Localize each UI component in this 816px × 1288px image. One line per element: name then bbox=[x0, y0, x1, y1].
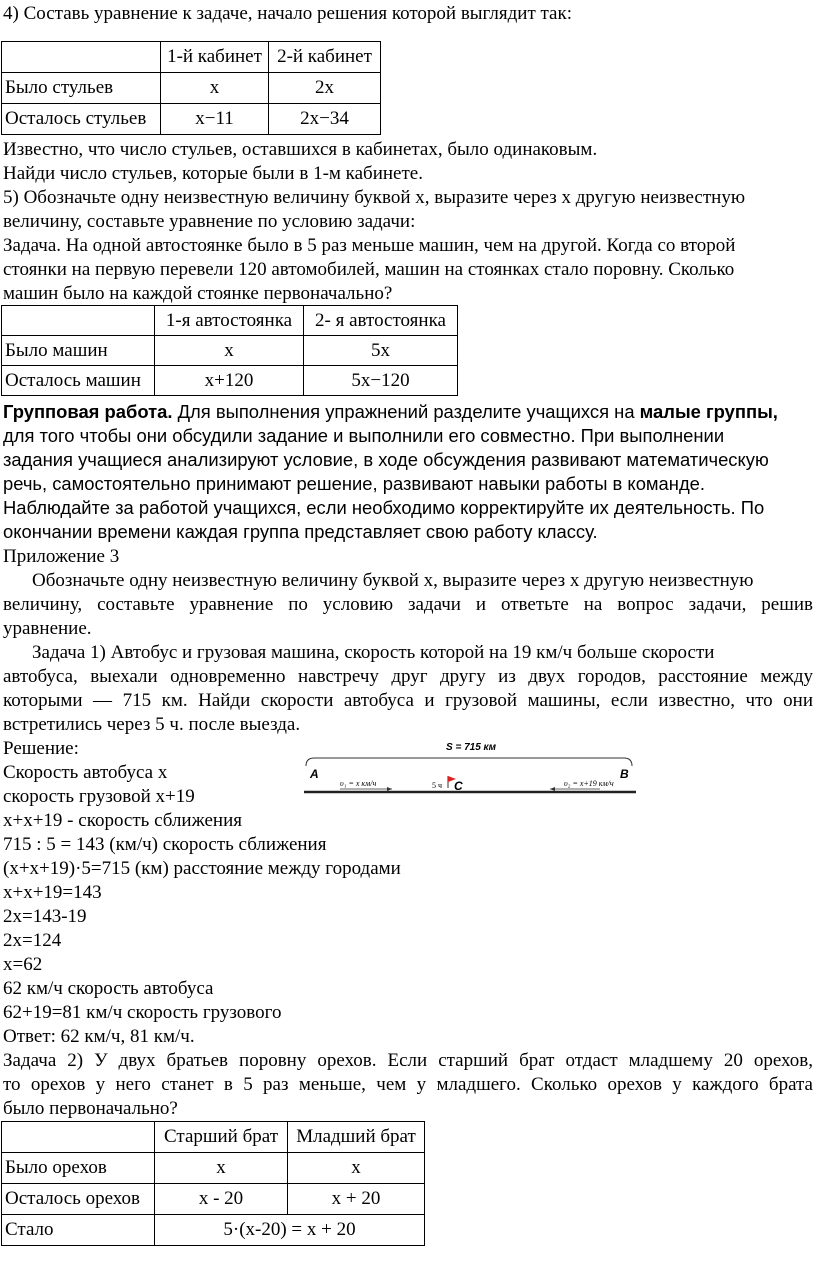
problem2-line: Задача 2) У двух братьев поровну орехов. Если старший брат отдаст младшему 20 орехов, bbox=[3, 1050, 813, 1071]
point-b-label: B bbox=[620, 767, 629, 781]
task5-problem-line: машин было на каждой стоянке первоначально? bbox=[3, 283, 393, 304]
table-header-cell: 2-й кабинет bbox=[269, 42, 381, 73]
table-cell: x + 20 bbox=[288, 1184, 425, 1215]
table-row bbox=[2, 73, 381, 104]
table-row bbox=[2, 1153, 425, 1184]
table-cell: x bbox=[161, 73, 269, 104]
table-header-row bbox=[2, 306, 458, 336]
time-label: 5 ч bbox=[432, 781, 443, 790]
group-work-line: для того чтобы они обсудили задание и выполнили его совместно. При выполнении bbox=[3, 425, 725, 446]
task5-problem-line: стоянки на первую перевели 120 автомобилей, машин на стоянках стало поровну. Сколько bbox=[3, 259, 735, 280]
solution-line: Решение: bbox=[3, 738, 79, 759]
equation-cell: 5·(x-20) = x + 20 bbox=[155, 1215, 425, 1246]
task5-line: величину, составьте уравнение по условию задачи: bbox=[3, 211, 416, 232]
appendix-paragraph: величину, составьте уравнение по условию задачи и ответьте на вопрос задачи, решив bbox=[3, 594, 813, 615]
table-cell: x bbox=[155, 1153, 288, 1184]
group-work-line: задания учащиеся анализируют условие, в ходе обсуждения развивают математическую bbox=[3, 449, 769, 470]
problem1-line: автобуса, выехали одновременно навстречу друг другу из двух городов, расстояние между bbox=[3, 666, 813, 687]
table-row-label: Осталось стульев bbox=[2, 104, 161, 135]
v2-label: υ₂ = x+19 км/ч bbox=[564, 779, 614, 788]
problem2-line: было первоначально? bbox=[3, 1098, 178, 1119]
table-header-cell: 1-я автостоянка bbox=[155, 306, 304, 336]
solution-line: Скорость автобуса x bbox=[3, 762, 168, 783]
table-cell: x+120 bbox=[155, 366, 304, 396]
solution-line: 62+19=81 км/ч скорость грузового bbox=[3, 1002, 282, 1023]
table-row-label: Было машин bbox=[2, 336, 155, 366]
distance-brace bbox=[306, 758, 632, 766]
v1-label: υ₁ = x км/ч bbox=[340, 779, 377, 788]
motion-diagram bbox=[296, 738, 642, 800]
appendix-paragraph: уравнение. bbox=[3, 618, 92, 639]
table-cell: x−11 bbox=[161, 104, 269, 135]
table-row bbox=[2, 1184, 425, 1215]
solution-line: 2x=143-19 bbox=[3, 906, 87, 927]
solution-line: x+x+19 - скорость сближения bbox=[3, 810, 242, 831]
group-work-text: Для выполнения упражнений разделите учащихся на bbox=[172, 401, 640, 422]
solution-line: (x+x+19)·5=715 (км) расстояние между городами bbox=[3, 858, 401, 879]
table-row bbox=[2, 1215, 425, 1246]
table-row-label: Было стульев bbox=[2, 73, 161, 104]
table-cell: x bbox=[288, 1153, 425, 1184]
solution-line: x+x+19=143 bbox=[3, 882, 102, 903]
problem1-line: которыми — 715 км. Найди скорости автобуса и грузовой машины, если известно, что они bbox=[3, 690, 813, 711]
task4-question: Найди число стульев, которые были в 1-м кабинете. bbox=[3, 163, 423, 184]
task5-table bbox=[1, 305, 458, 396]
group-work-title: Групповая работа. bbox=[3, 401, 173, 422]
table-cell: x bbox=[155, 336, 304, 366]
problem1-line: Задача 1) Автобус и грузовая машина, скорость которой на 19 км/ч больше скорости bbox=[32, 642, 715, 663]
table-cell: x - 20 bbox=[155, 1184, 288, 1215]
table-header-cell: Старший брат bbox=[155, 1122, 288, 1153]
group-work-line: речь, самостоятельно принимают решение, развивают навыки работы в команде. bbox=[3, 473, 706, 494]
arrow-left-icon bbox=[550, 787, 555, 791]
problem1-line: встретились через 5 ч. после выезда. bbox=[3, 714, 301, 735]
task5-problem-line: Задача. На одной автостоянке было в 5 раз меньше машин, чем на другой. Когда со второй bbox=[3, 235, 736, 256]
solution-line: 2x=124 bbox=[3, 930, 62, 951]
problem2-line: то орехов у него станет в 5 раз меньше, чем у младшего. Сколько орехов у каждого брата bbox=[3, 1074, 813, 1095]
table-header-cell: 1-й кабинет bbox=[161, 42, 269, 73]
problem2-table bbox=[1, 1121, 425, 1246]
table-row-label: Осталось машин bbox=[2, 366, 155, 396]
solution-line: 715 : 5 = 143 (км/ч) скорость сближения bbox=[3, 834, 327, 855]
table-cell bbox=[2, 42, 161, 73]
group-work-line: Наблюдайте за работой учащихся, если необходимо корректируйте их деятельность. По bbox=[3, 497, 765, 518]
table-row bbox=[2, 104, 381, 135]
group-work-emphasis: малые группы, bbox=[639, 401, 778, 422]
table-header-row bbox=[2, 42, 381, 73]
task4-intro: 4) Составь уравнение к задаче, начало решения которой выглядит так: bbox=[3, 3, 572, 24]
solution-line: x=62 bbox=[3, 954, 43, 975]
solution-line: 62 км/ч скорость автобуса bbox=[3, 978, 214, 999]
task5-line: 5) Обозначьте одну неизвестную величину буквой x, выразите через x другую неизвестную bbox=[3, 187, 746, 208]
table-row-label: Стало bbox=[2, 1215, 155, 1246]
solution-line: скорость грузовой x+19 bbox=[3, 786, 195, 807]
appendix-paragraph: Обозначьте одну неизвестную величину буквой x, выразите через x другую неизвестную bbox=[32, 570, 754, 591]
group-work-line bbox=[3, 400, 778, 424]
table-cell bbox=[2, 306, 155, 336]
table-header-cell: Младший брат bbox=[288, 1122, 425, 1153]
point-a-label: A bbox=[310, 767, 319, 781]
table-cell: 2x bbox=[269, 73, 381, 104]
distance-label: S = 715 км bbox=[446, 742, 496, 753]
table-cell bbox=[2, 1122, 155, 1153]
solution-answer: Ответ: 62 км/ч, 81 км/ч. bbox=[3, 1026, 195, 1047]
table-row-label: Осталось орехов bbox=[2, 1184, 155, 1215]
task4-table bbox=[1, 41, 381, 135]
table-cell: 5x bbox=[304, 336, 458, 366]
table-header-cell: 2- я автостоянка bbox=[304, 306, 458, 336]
table-row-label: Было орехов bbox=[2, 1153, 155, 1184]
table-row bbox=[2, 366, 458, 396]
table-row bbox=[2, 336, 458, 366]
appendix-title: Приложение 3 bbox=[3, 546, 120, 567]
point-c-label: C bbox=[454, 779, 463, 793]
task4-condition: Известно, что число стульев, оставшихся в кабинетах, было одинаковым. bbox=[3, 139, 598, 160]
group-work-line: окончании времени каждая группа представляет свою работу классу. bbox=[3, 521, 598, 542]
table-header-row bbox=[2, 1122, 425, 1153]
table-cell: 2x−34 bbox=[269, 104, 381, 135]
arrow-right-icon bbox=[387, 787, 392, 791]
table-cell: 5x−120 bbox=[304, 366, 458, 396]
